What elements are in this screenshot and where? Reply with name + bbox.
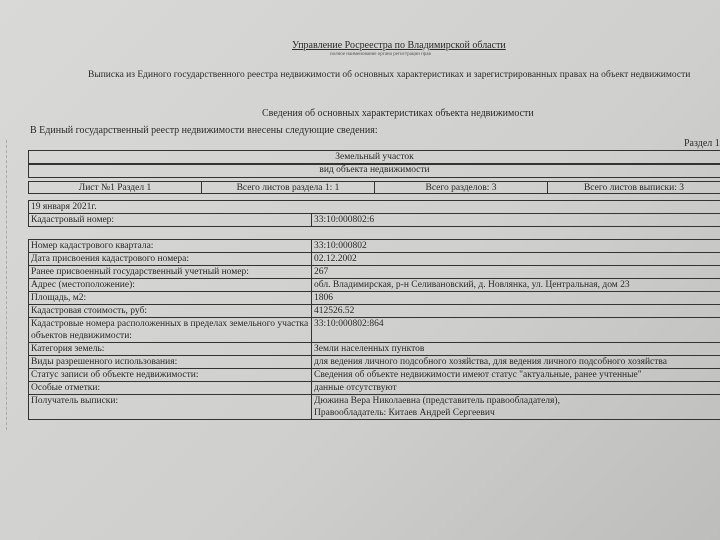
row-value: Дюжина Вера Николаевна (представитель правообладателя),	[314, 396, 560, 406]
row-label: Статус записи об объекте недвижимости:	[28, 369, 312, 381]
row-label: Площадь, м2:	[28, 292, 312, 304]
table-row	[28, 342, 720, 355]
row-value: 33:10:000802:864	[314, 319, 384, 329]
table-row	[28, 291, 720, 304]
row-value: для ведения личного подсобного хозяйства, для ведения личного подсобного хозяйства	[314, 357, 668, 367]
row-value: 267	[314, 267, 329, 277]
table-row	[28, 368, 720, 381]
extract-date: 19 января 2021г.	[28, 201, 720, 213]
table-row	[28, 381, 720, 394]
row-value: данные отсутствуют	[314, 383, 397, 393]
table-row	[28, 317, 720, 342]
row-value: 33:10:000802:6	[314, 215, 375, 225]
row-value: обл. Владимирская, р-н Селивановский, д. Новлянка, ул. Центральная, дом 23	[314, 280, 630, 290]
row-value: Сведения об объекте недвижимости имеют статус "актуальные, ранее учтенные"	[314, 370, 642, 380]
table-row	[28, 239, 720, 252]
table-row	[28, 394, 720, 420]
table-row	[28, 252, 720, 265]
sheets-total: Всего листов выписки: 3	[547, 181, 720, 194]
sheet-info	[28, 181, 720, 194]
table-row	[28, 213, 720, 226]
row-label: Адрес (местоположение):	[28, 279, 312, 291]
object-type-caption: вид объекта недвижимости	[28, 163, 720, 178]
binding-holes	[6, 140, 13, 430]
row-label: Виды разрешенного использования:	[28, 356, 312, 368]
property-table	[28, 200, 720, 420]
row-value: 412526.52	[314, 306, 355, 316]
table-row	[28, 265, 720, 278]
organization-name: Управление Росреестра по Владимирской области	[292, 40, 506, 51]
row-label: Кадастровый номер:	[28, 214, 312, 226]
row-label: Получатель выписки:	[28, 395, 312, 419]
section-label: Раздел 1	[684, 138, 720, 149]
row-label: Дата присвоения кадастрового номера:	[28, 253, 312, 265]
sheets-in-section: Всего листов раздела 1: 1	[201, 181, 374, 194]
row-value-owner: Правообладатель: Китаев Андрей Сергеевич	[314, 408, 495, 418]
row-label: Кадастровая стоимость, руб:	[28, 305, 312, 317]
row-label: Номер кадастрового квартала:	[28, 240, 312, 252]
table-row	[28, 355, 720, 368]
table-row	[28, 278, 720, 291]
document-title: Выписка из Единого государственного реестра недвижимости об основных характеристиках и зарегистрированных правах на объект недвижимости	[88, 70, 691, 80]
object-type: Земельный участок	[28, 150, 720, 165]
intro-text: В Единый государственный реестр недвижимости внесены следующие сведения:	[30, 125, 378, 136]
document-subtitle: Сведения об основных характеристиках объекта недвижимости	[262, 108, 534, 119]
row-value: 02.12.2002	[314, 254, 357, 264]
row-label: Ранее присвоенный государственный учетный номер:	[28, 266, 312, 278]
row-value: Земли населенных пунктов	[314, 344, 425, 354]
table-row	[28, 304, 720, 317]
sheet-number: Лист №1 Раздел 1	[28, 181, 201, 194]
sections-total: Всего разделов: 3	[374, 181, 547, 194]
row-label: Кадастровые номера расположенных в пределах земельного участка объектов недвижимости:	[28, 318, 312, 342]
row-value: 33:10:000802	[314, 241, 367, 251]
row-label: Особые отметки:	[28, 382, 312, 394]
organization-caption: полное наименование органа регистрации прав	[330, 52, 431, 57]
row-label: Категория земель:	[28, 343, 312, 355]
row-value: 1806	[314, 293, 333, 303]
